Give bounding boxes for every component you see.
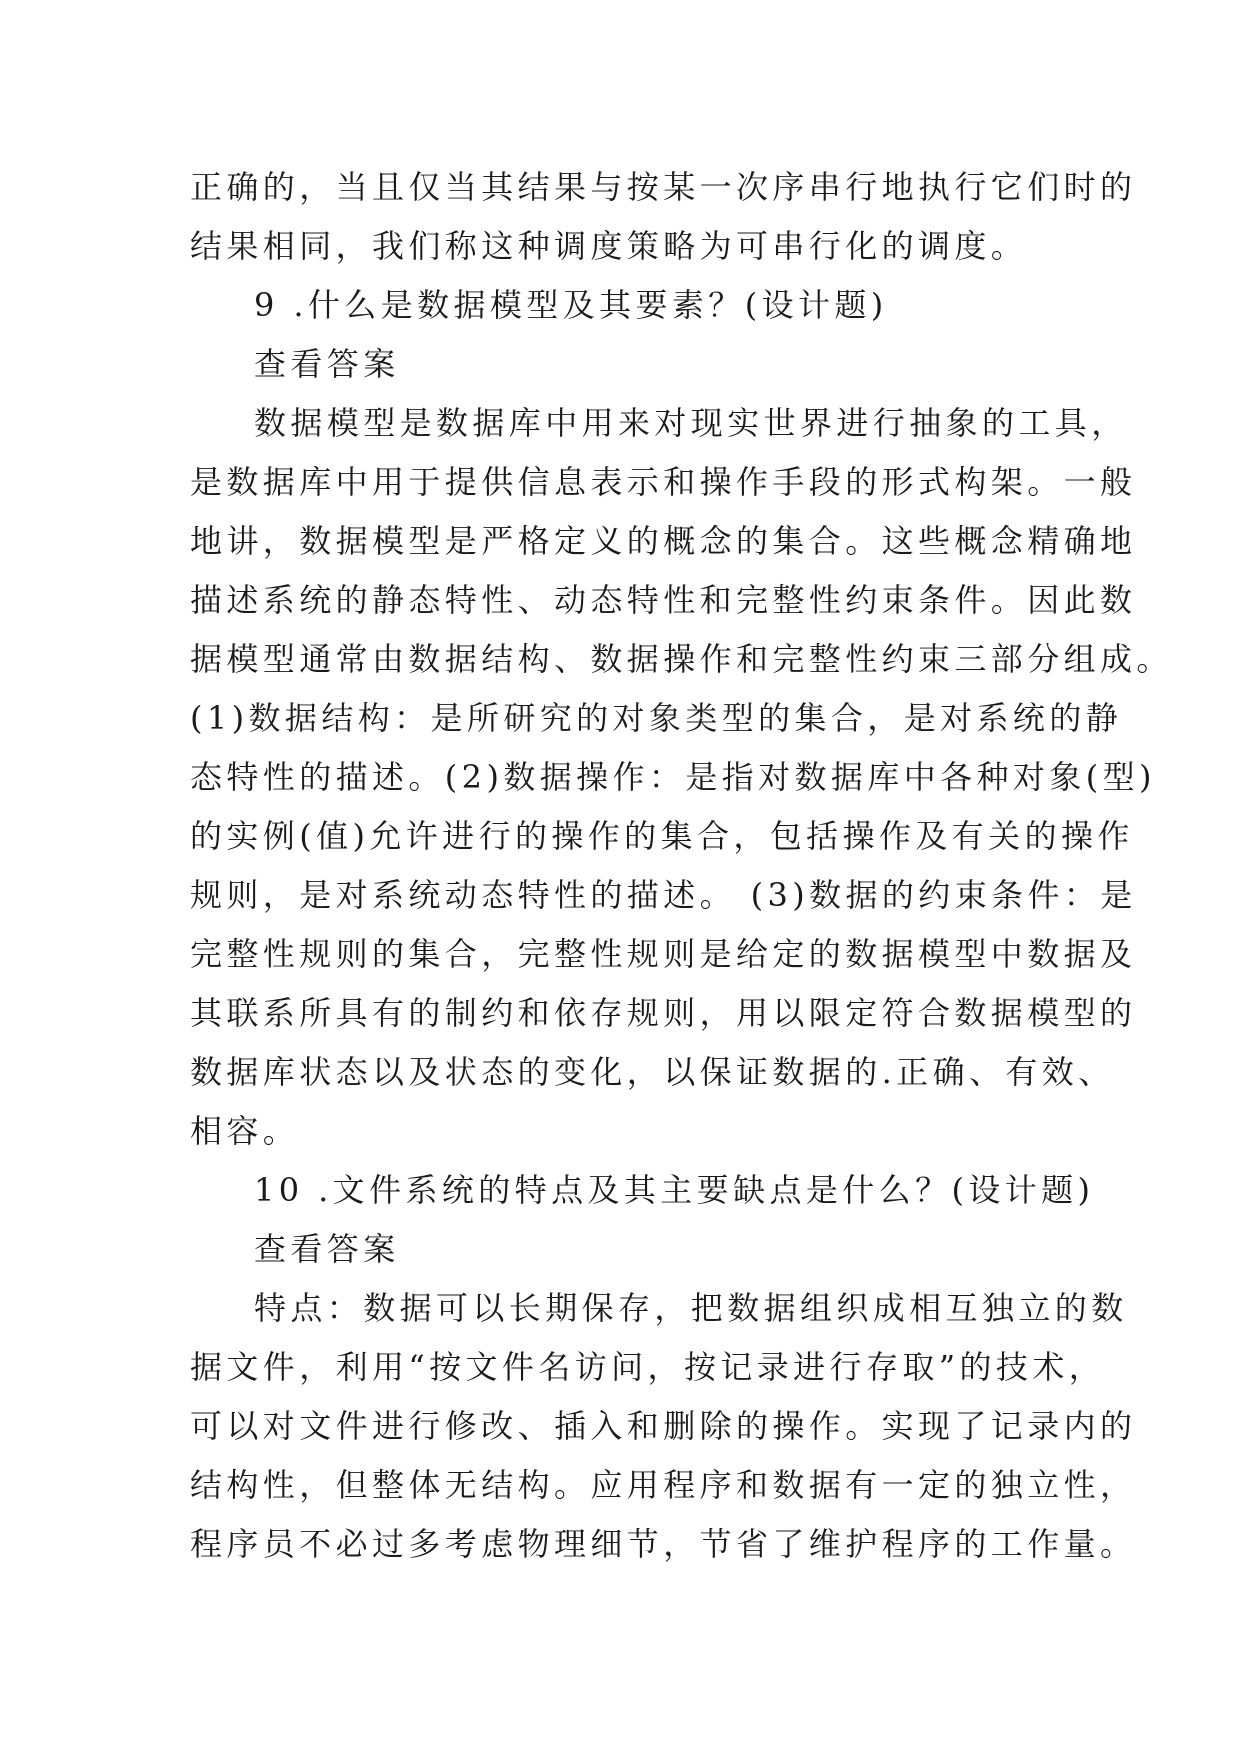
text-line: 态特性的描述。(2)数据操作：是指对数据库中各种对象(型): [190, 758, 1156, 796]
text-line: 数据库状态以及状态的变化，以保证数据的.正确、有效、: [190, 1053, 1115, 1091]
text-line: 据文件，利用“按文件名访问，按记录进行存取”的技术，: [190, 1348, 1106, 1386]
text-line: (1)数据结构：是所研究的对象类型的集合，是对系统的静: [190, 699, 1123, 737]
question-heading-9: 9 .什么是数据模型及其要素？(设计题): [254, 286, 888, 324]
document-body: [190, 158, 1173, 1574]
text-line: 是数据库中用于提供信息表示和操作手段的形式构架。一般: [190, 463, 1137, 501]
text-line: 描述系统的静态特性、动态特性和完整性约束条件。因此数: [190, 581, 1137, 619]
text-line: 规则，是对系统动态特性的描述。 (3)数据的约束条件：是: [190, 876, 1137, 914]
view-answer-label: 查看答案: [254, 1230, 400, 1268]
view-answer-label: 查看答案: [254, 345, 400, 383]
text-line: 的实例(值)允许进行的操作的集合，包括操作及有关的操作: [190, 817, 1134, 855]
text-line: 完整性规则的集合，完整性规则是给定的数据模型中数据及: [190, 935, 1137, 973]
text-line: 正确的，当且仅当其结果与按某一次序串行地执行它们时的: [190, 168, 1137, 206]
text-line: 据模型通常由数据结构、数据操作和完整性约束三部分组成。: [190, 640, 1173, 678]
text-line: 其联系所具有的制约和依存规则，用以限定符合数据模型的: [190, 994, 1137, 1032]
question-heading-10: 10 .文件系统的特点及其主要缺点是什么？(设计题): [254, 1171, 1095, 1209]
text-line: 可以对文件进行修改、插入和删除的操作。实现了记录内的: [190, 1407, 1137, 1445]
text-line: 结构性，但整体无结构。应用程序和数据有一定的独立性，: [190, 1466, 1137, 1504]
text-line: 结果相同，我们称这种调度策略为可串行化的调度。: [190, 227, 1028, 265]
text-line: 地讲，数据模型是严格定义的概念的集合。这些概念精确地: [190, 522, 1137, 560]
text-line: 程序员不必过多考虑物理细节，节省了维护程序的工作量。: [190, 1525, 1137, 1563]
text-line: 相容。: [190, 1112, 300, 1150]
text-line: 特点：数据可以长期保存，把数据组织成相互独立的数: [254, 1289, 1128, 1327]
text-line: 数据模型是数据库中用来对现实世界进行抽象的工具，: [254, 404, 1128, 442]
